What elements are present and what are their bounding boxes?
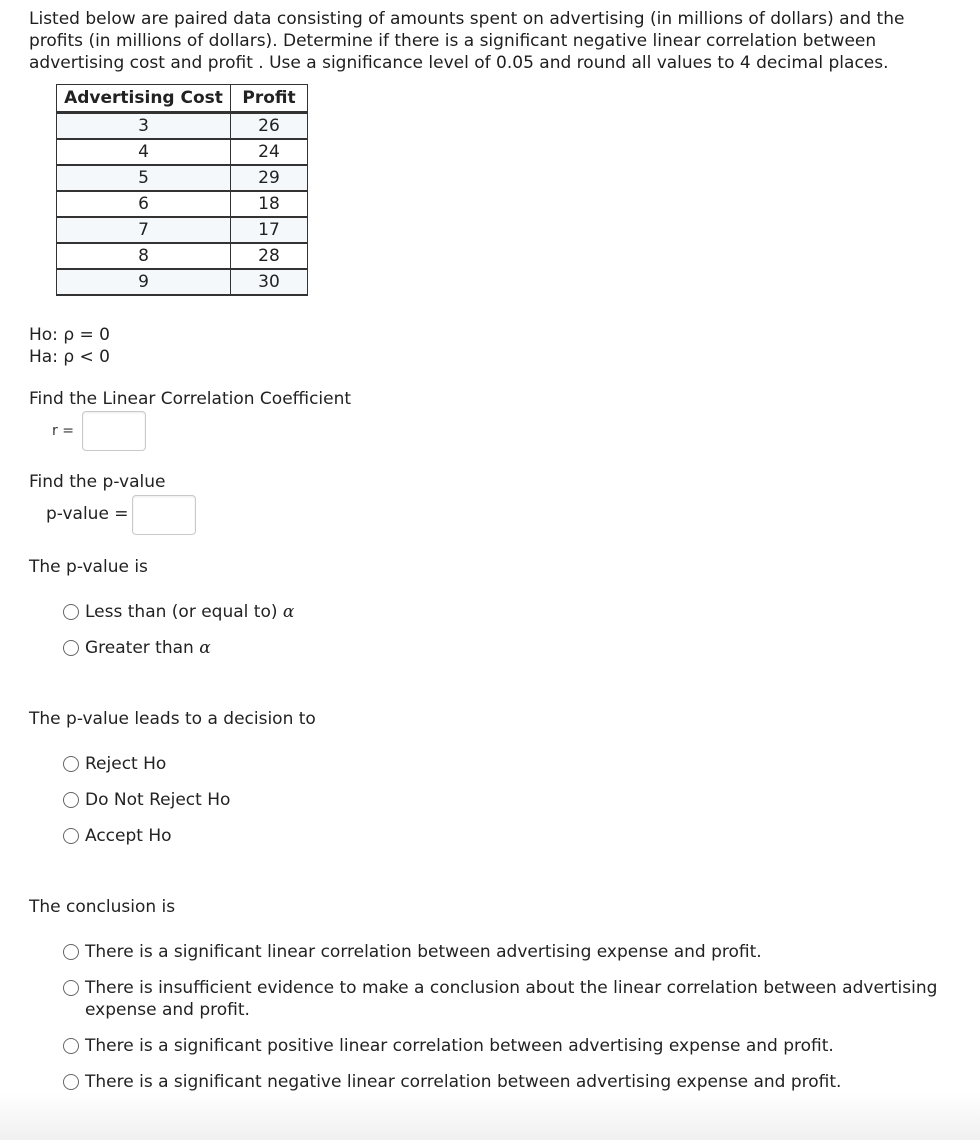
radio-button[interactable]	[63, 1038, 79, 1054]
table-cell-profit: 17	[231, 217, 308, 243]
table-cell-profit: 26	[231, 113, 308, 140]
conclusion-option-insufficient[interactable]	[63, 977, 955, 1021]
radio-button[interactable]	[63, 828, 79, 844]
table-cell-cost: 8	[57, 243, 231, 269]
decision-option-accept[interactable]	[63, 825, 172, 847]
table-header-row	[57, 85, 308, 113]
compare-option-less[interactable]	[63, 601, 294, 623]
r-label: r =	[52, 423, 74, 439]
option-label: There is a significant linear correlation between advertising expense and profit.	[85, 942, 762, 962]
radio-button[interactable]	[63, 980, 79, 996]
header-advertising-cost: Advertising Cost	[57, 85, 231, 113]
decision-heading: The p-value leads to a decision to	[29, 709, 316, 729]
option-label: There is insufficient evidence to make a conclusion about the linear correlation between advertising expense and profit.	[85, 978, 938, 1020]
compare-heading: The p-value is	[29, 557, 148, 577]
alpha-symbol: α	[199, 638, 211, 658]
table-row	[57, 269, 308, 295]
data-table	[56, 84, 308, 296]
table-cell-profit: 24	[231, 139, 308, 165]
table-cell-cost: 6	[57, 191, 231, 217]
conclusion-option-positive[interactable]	[63, 1035, 953, 1057]
table-cell-profit: 29	[231, 165, 308, 191]
table-cell-cost: 5	[57, 165, 231, 191]
table-row	[57, 139, 308, 165]
option-label: Greater than	[85, 638, 194, 658]
table-row	[57, 243, 308, 269]
r-input[interactable]	[82, 411, 146, 451]
table-row	[57, 165, 308, 191]
table-cell-profit: 18	[231, 191, 308, 217]
table-row	[57, 191, 308, 217]
question-intro: Listed below are paired data consisting of amounts spent on advertising (in millions of dollars) and the profits (in millions of dollars). Determine if there is a significant negative linear correlation between advertising cost and profit . Use a significance level of 0.05 and round all values to 4 decimal places.	[29, 9, 905, 73]
option-label: Accept Ho	[85, 826, 172, 846]
radio-button[interactable]	[63, 944, 79, 960]
decision-option-reject[interactable]	[63, 753, 166, 775]
correlation-heading: Find the Linear Correlation Coefficient	[29, 389, 352, 409]
table-cell-cost: 7	[57, 217, 231, 243]
radio-button[interactable]	[63, 604, 79, 620]
option-label: Do Not Reject Ho	[85, 790, 231, 810]
pvalue-input[interactable]	[132, 495, 196, 535]
compare-option-greater[interactable]	[63, 637, 211, 659]
pvalue-label: p-value =	[46, 504, 129, 524]
radio-button[interactable]	[63, 640, 79, 656]
option-label: Less than (or equal to)	[85, 602, 278, 622]
conclusion-heading: The conclusion is	[29, 897, 176, 917]
radio-button[interactable]	[63, 1074, 79, 1090]
table-cell-cost: 3	[57, 113, 231, 140]
option-label: There is a significant positive linear correlation between advertising expense and profit.	[85, 1036, 834, 1056]
table-cell-cost: 4	[57, 139, 231, 165]
table-row	[57, 217, 308, 243]
table-cell-profit: 30	[231, 269, 308, 295]
decision-option-do-not-reject[interactable]	[63, 789, 230, 811]
table-cell-cost: 9	[57, 269, 231, 295]
alpha-symbol: α	[282, 602, 295, 622]
radio-button[interactable]	[63, 792, 79, 808]
header-profit: Profit	[231, 85, 308, 113]
bottom-shadow	[0, 1092, 980, 1140]
conclusion-option-negative[interactable]	[63, 1071, 953, 1093]
pvalue-heading: Find the p-value	[29, 472, 166, 492]
option-label: Reject Ho	[85, 754, 167, 774]
option-label: There is a significant negative linear correlation between advertising expense and profit.	[85, 1072, 842, 1092]
table-cell-profit: 28	[231, 243, 308, 269]
radio-button[interactable]	[63, 756, 79, 772]
conclusion-option-significant[interactable]	[63, 941, 953, 963]
alternative-hypothesis: Ha: ρ < 0	[29, 347, 110, 367]
null-hypothesis: Ho: ρ = 0	[29, 325, 110, 345]
table-row	[57, 113, 308, 140]
